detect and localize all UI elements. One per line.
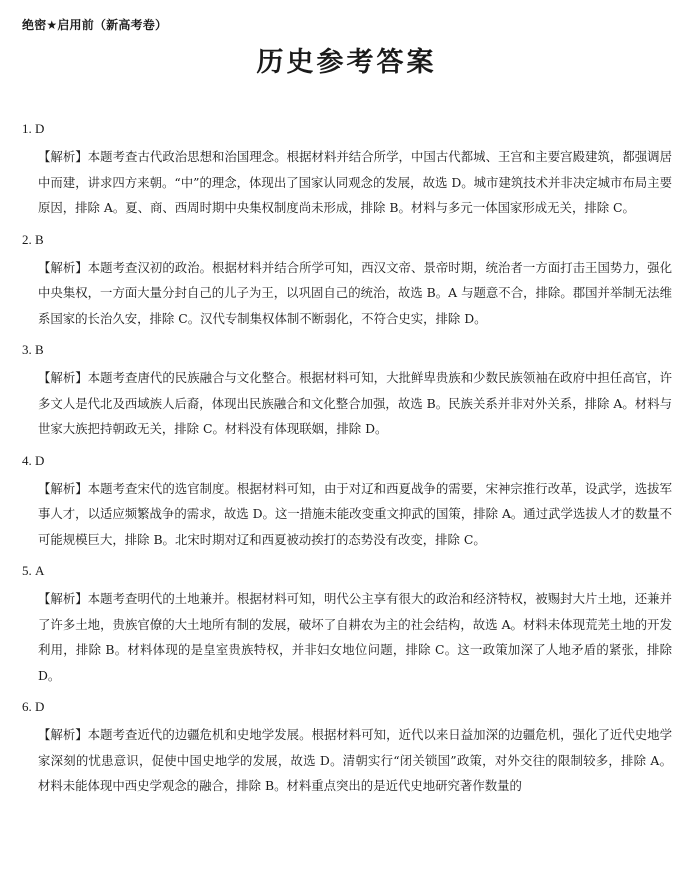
question-heading	[22, 120, 672, 137]
page-title: 历史参考答案	[256, 47, 437, 78]
analysis-text: 本题考查近代的边疆危机和史地学发展。根据材料可知，近代以来日益加深的边疆危机，强化了近代史地学家深刻的忧患意识，促使中国史地学的发展，故选 D。清朝实行“闭关锁国”政策，对外交往的限制较多，排除 A。材料未能体现中西史学观念的融合，排除 B。材料重点突出的是近代史地研究著作数量的	[38, 727, 673, 793]
question-item	[22, 562, 672, 688]
question-number: 4.	[22, 452, 32, 468]
question-number: 2.	[22, 231, 32, 247]
question-analysis	[22, 722, 672, 799]
answer-list	[22, 120, 672, 809]
question-answer: D	[35, 121, 45, 136]
question-analysis	[22, 586, 672, 688]
question-analysis	[22, 476, 672, 553]
analysis-text: 本题考查明代的土地兼并。根据材料可知，明代公主享有很大的政治和经济特权，被赐封大片土地，还兼并了许多土地，贵族官僚的大土地所有制的发展，破坏了自耕农为主的社会结构，故选 A。材料未体现荒芜土地的开发利用，排除 B。材料体现的是皇室贵族特权，并非妇女地位问题，排除 C。这一政策加深了人地矛盾的紧张，排除 D。	[38, 591, 673, 683]
question-answer: D	[35, 452, 45, 468]
question-number: 5.	[22, 563, 32, 578]
question-analysis	[22, 144, 672, 221]
question-number: 3.	[22, 342, 32, 357]
question-number: 1.	[22, 121, 32, 136]
question-analysis	[22, 255, 672, 332]
question-heading	[22, 231, 672, 248]
question-answer: B	[35, 231, 44, 247]
question-heading	[22, 341, 672, 358]
analysis-text: 本题考查古代政治思想和治国理念。根据材料并结合所学，中国古代都城、王宫和主要宫殿建筑，都强调居中而建，讲求四方来朝。“中”的理念，体现出了国家认同观念的发展，故选 D。城市建筑技术并非决定城市布局主要原因，排除 A。夏、商、西周时期中央集权制度尚未形成，排除 B。材料与多元一体国家形成无关，排除 C。	[38, 149, 673, 215]
analysis-tag: 【解析】	[38, 480, 88, 496]
question-item	[22, 698, 672, 799]
question-item	[22, 120, 672, 221]
question-heading	[22, 698, 672, 715]
question-heading	[22, 562, 672, 579]
analysis-text: 本题考查汉初的政治。根据材料并结合所学可知，西汉文帝、景帝时期，统治者一方面打击王国势力，强化中央集权，一方面大量分封自己的儿子为王，以巩固自己的统治，故选 B。A 与题意不合，排除。郡国并举制无法维系国家的长治久安，排除 C。汉代专制集权体制不断弱化，不符合史实，排除 D。	[38, 259, 673, 326]
question-analysis	[22, 365, 672, 442]
analysis-text: 本题考查宋代的选官制度。根据材料可知，由于对辽和西夏战争的需要，宋神宗推行改革，设武学，选拔军事人才，以适应频繁战争的需求，故选 D。这一措施未能改变重文抑武的国策，排除 A。通过武学选拔人才的数量不可能规模巨大，排除 B。北宋时期对辽和西夏被动挨打的态势没有改变，排除 C。	[38, 480, 673, 547]
analysis-tag: 【解析】	[38, 149, 88, 164]
question-answer: A	[35, 563, 45, 578]
analysis-tag: 【解析】	[38, 727, 88, 742]
confidential-note: 绝密★启用前（新高考卷）	[22, 18, 168, 32]
question-item	[22, 341, 672, 442]
question-item	[22, 231, 672, 332]
question-number: 6.	[22, 699, 32, 714]
question-answer: B	[35, 342, 44, 357]
question-heading	[22, 452, 672, 469]
question-item	[22, 452, 672, 553]
analysis-tag: 【解析】	[38, 259, 88, 275]
analysis-tag: 【解析】	[38, 591, 88, 606]
analysis-text: 本题考查唐代的民族融合与文化整合。根据材料可知，大批鲜卑贵族和少数民族领袖在政府中担任高官，许多文人是代北及西域族人后裔，体现出民族融合和文化整合加强，故选 B。民族关系并非对外关系，排除 A。材料与世家大族把持朝政无关，排除 C。材料没有体现联姻，排除 D。	[38, 370, 673, 436]
question-answer: D	[35, 699, 45, 714]
analysis-tag: 【解析】	[38, 370, 88, 385]
